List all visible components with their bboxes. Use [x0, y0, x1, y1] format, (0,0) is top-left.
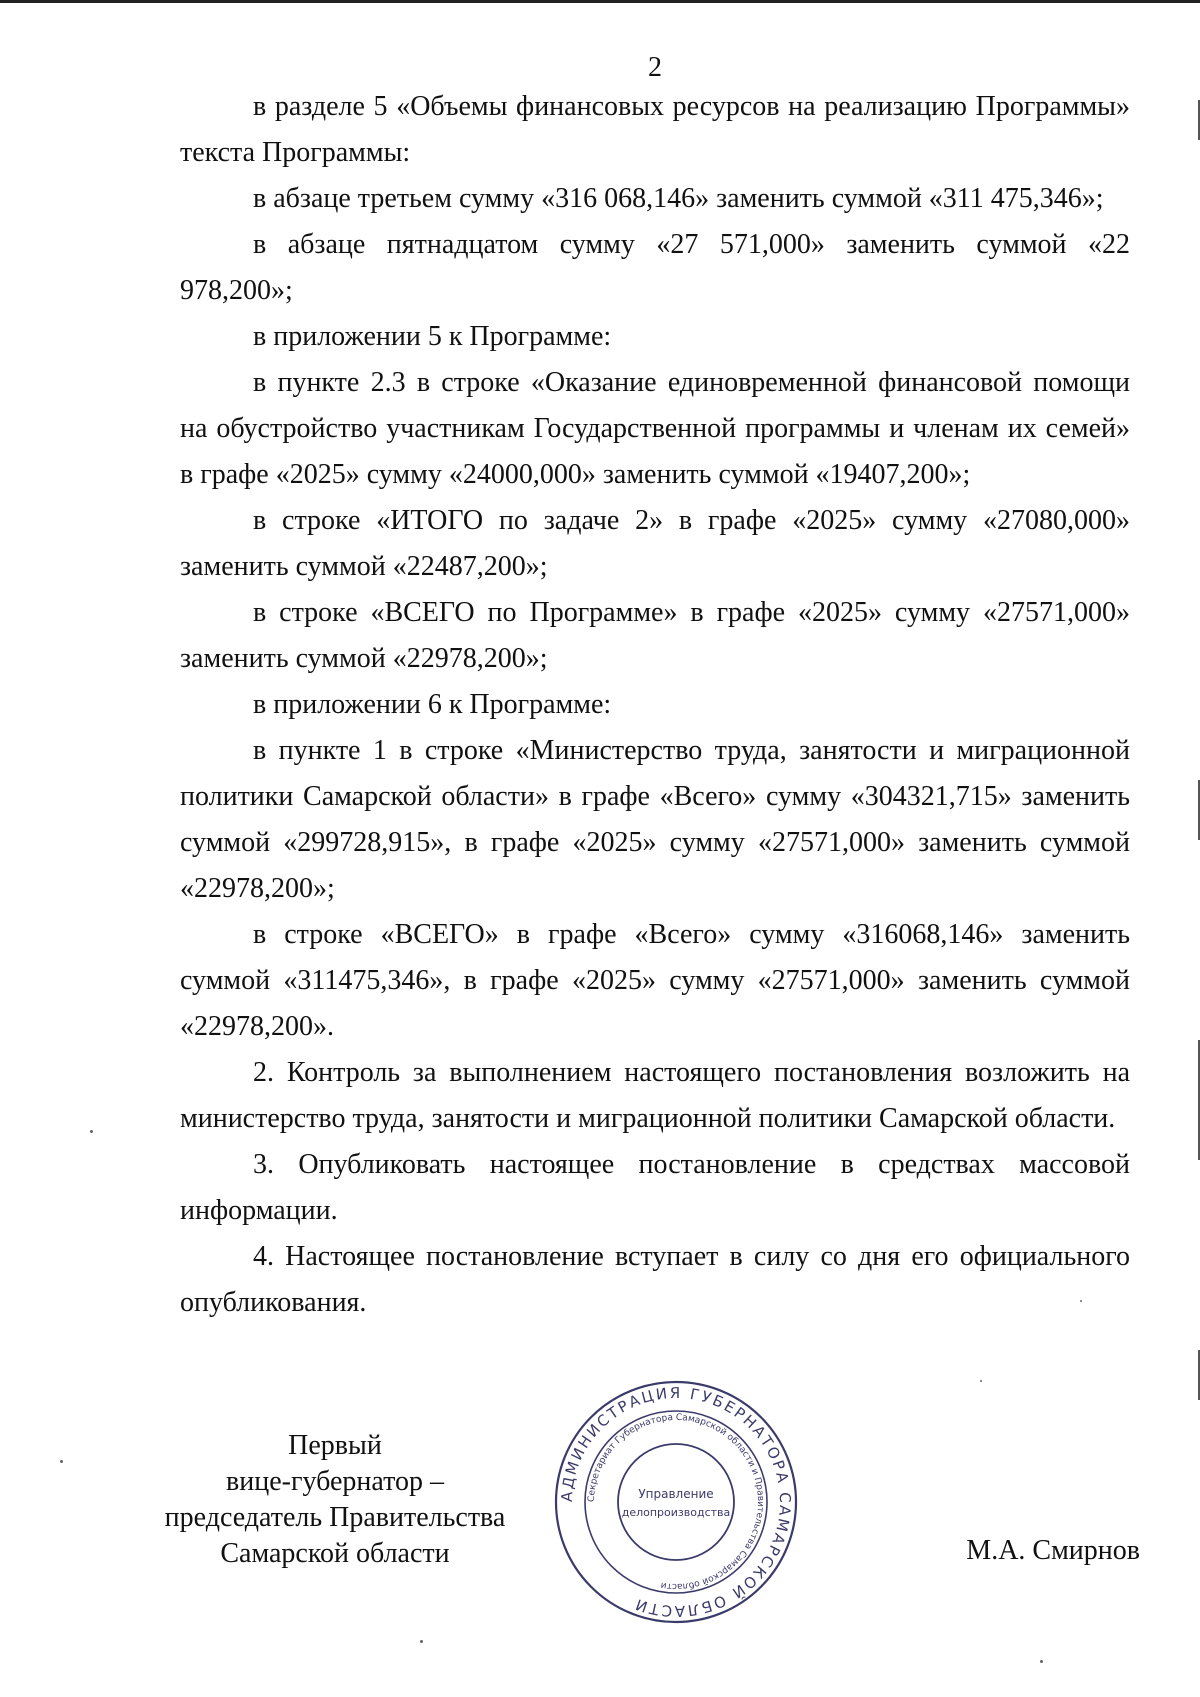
paragraph: в строке «ИТОГО по задаче 2» в графе «2025» сумму «27080,000» заменить суммой «22487,200»; [180, 505, 1130, 582]
paragraph: в приложении 5 к Программе: [253, 321, 612, 352]
page-number: 2 [648, 52, 662, 83]
paragraph: в строке «ВСЕГО» в графе «Всего» сумму «316068,146» заменить суммой «311475,346», в графе «2025» сумму «27571,000» заменить суммой «22978,200». [180, 919, 1130, 1042]
official-stamp [552, 1378, 800, 1626]
signatory-position-line: вице-губернатор – [226, 1466, 444, 1497]
signatory-position-line: Первый [288, 1430, 382, 1461]
paragraph: в приложении 6 к Программе: [253, 689, 612, 720]
scan-speck [60, 1460, 63, 1463]
top-border-line [0, 0, 1200, 3]
stamp-outer-text: АДМИНИСТРАЦИЯ ГУБЕРНАТОРА САМАРСКОЙ ОБЛАСТИ [557, 1383, 795, 1621]
paragraph: 2. Контроль за выполнением настоящего постановления возложить на министерство труда, занятости и миграционной политики Самарской области. [180, 1057, 1130, 1134]
scan-speck [420, 1640, 423, 1643]
signatory-position-line: председатель Правительства [164, 1502, 506, 1533]
paragraph: 4. Настоящее постановление вступает в силу со дня его официального опубликования. [180, 1241, 1130, 1318]
stamp-center-line: Управление [638, 1487, 714, 1501]
scan-speck [1040, 1660, 1043, 1663]
paragraph: в абзаце третьем сумму «316 068,146» заменить суммой «311 475,346»; [253, 183, 1104, 214]
scan-speck [1080, 1300, 1082, 1302]
signatory-position [150, 1428, 520, 1572]
paragraph: 3. Опубликовать настоящее постановление в средствах массовой информации. [180, 1149, 1130, 1226]
stamp-center-line: делопроизводства [621, 1506, 731, 1519]
paragraph: в пункте 1 в строке «Министерство труда, занятости и миграционной политики Самарской области» в графе «Всего» сумму «304321,715» заменить суммой «299728,915», в графе «2025» сумму «27571,000» заменить суммой «22978,200»; [180, 735, 1130, 904]
signatory-position-line: Самарской области [220, 1538, 450, 1569]
scan-speck [90, 1130, 93, 1133]
paragraph: в строке «ВСЕГО по Программе» в графе «2025» сумму «27571,000» заменить суммой «22978,200»; [180, 597, 1130, 674]
document-body [180, 84, 1130, 1326]
stamp-middle-text: Секретариат Губернатора Самарской области и Правительства Самарской области [586, 1412, 766, 1592]
signatory-name: М.А. Смирнов [966, 1535, 1140, 1566]
paragraph: в абзаце пятнадцатом сумму «27 571,000» заменить суммой «22 978,200»; [180, 229, 1130, 306]
paragraph: в пункте 2.3 в строке «Оказание единовременной финансовой помощи на обустройство участникам Государственной программы и членам их семей» в графе «2025» сумму «24000,000» заменить суммой «19407,200»; [180, 367, 1130, 490]
scan-speck [980, 1380, 982, 1382]
paragraph: в разделе 5 «Объемы финансовых ресурсов на реализацию Программы» текста Программы: [180, 91, 1130, 168]
